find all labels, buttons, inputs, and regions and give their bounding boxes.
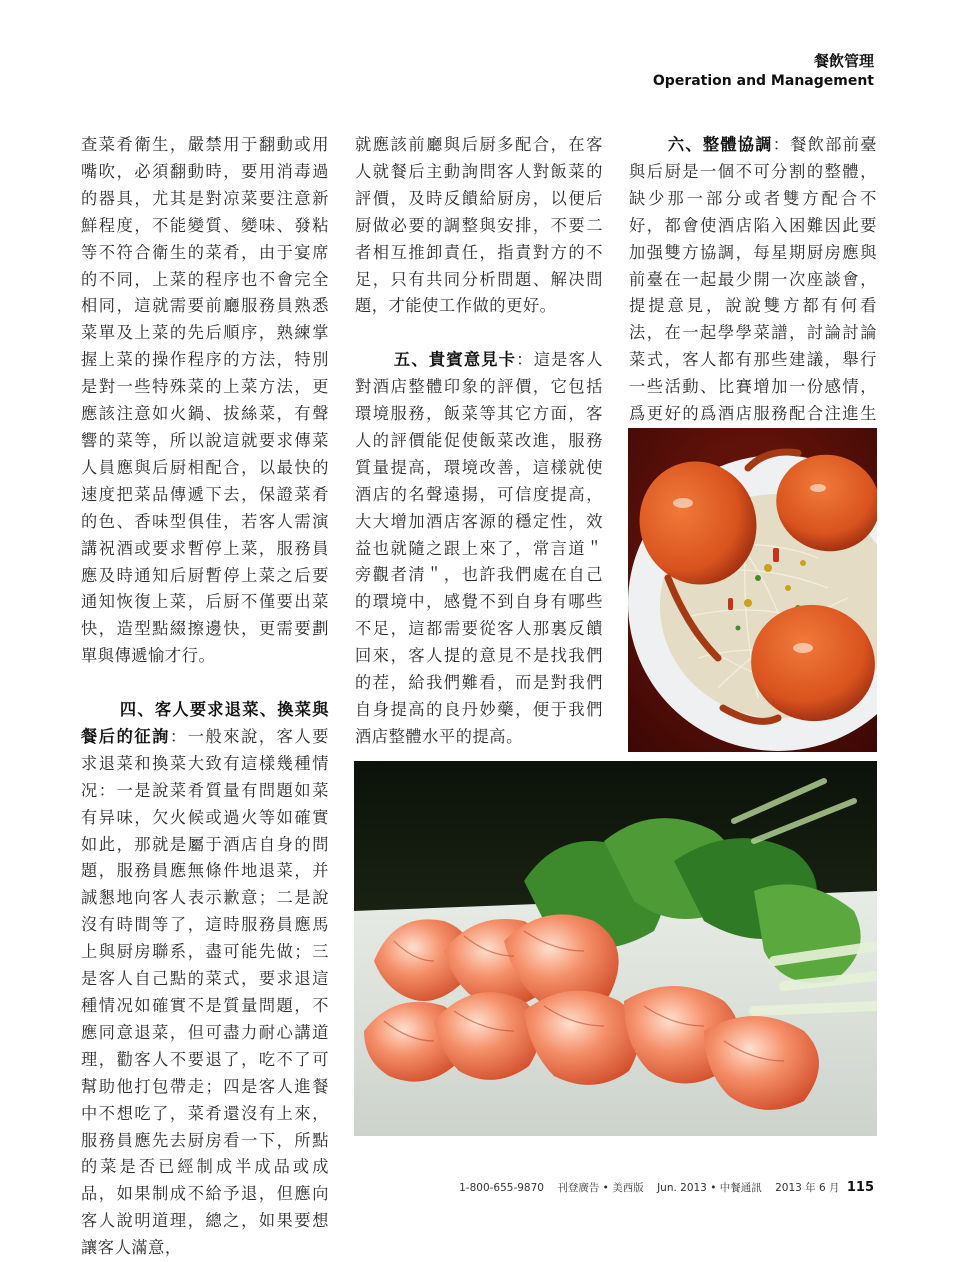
footer-ad-text: 刊登廣告 • 美西版	[557, 1182, 644, 1194]
section-4-body: ：一般來說，客人要求退菜和換菜大致有這樣幾種情况：一是說菜肴質量有問題如菜有异味，欠火候或過火等如確實如此，那就是屬于酒店自身的問題，服務員應無條件地退菜，并誠懇地向客人表示歉意；二是說沒有時間等了，這時服務員應馬上與厨房聯系，盡可能先做；三是客人自己點的菜式，要求退這種情况如確實不是質量問題，不應同意退菜，但可盡力耐心講道理，勸客人不要退了，吃不了可幫助他打包帶走；四是客人進餐中不想吃了，菜肴還沒有上來，服務員應先去厨房看一下，所點的菜是否已經制成半成品或成品，如果制成不給予退，但應向客人說明道理，總之，如果要想讓客人滿意，	[81, 726, 330, 1258]
section-6-heading: 六、整體協調	[667, 135, 773, 154]
page-footer	[459, 1180, 874, 1195]
col3-section-6	[629, 132, 877, 455]
footer-issue-en: Jun. 2013 • 中餐通訊	[657, 1182, 762, 1194]
col2-paragraph-1: 就應該前廳與后厨多配合，在客人就餐后主動詢問客人對飯菜的評價，及時反饋給厨房，以便后厨做必要的調整與安排，不要二者相互推卸責任，指責對方的不足，只有共同分析問題、解决問題，才能使工作做的更好。	[355, 135, 603, 316]
col1-paragraph-1: 查菜肴衛生，嚴禁用于翻動或用嘴吹，必須翻動時，要用消毒過的器具，尤其是對凉菜要注意新鮮程度，不能變質、變味、發粘等不符合衛生的菜肴，由于宴席的不同，上菜的程序也不會完全相同，這就需要前廳服務員熟悉菜單及上菜的先后順序，熟練掌握上菜的操作程序的方法，特別是對一些特殊菜的上菜方法，更應該注意如火鍋、拔絲菜，有聲響的菜等，所以說這就要求傳菜人員應與后厨相配合，以最快的速度把菜品傳遞下去，保證菜肴的色、香味型俱佳，若客人需演講祝酒或要求暫停上菜，服務員應及時通知后厨暫停上菜之后要通知恢復上菜，后厨不僅要出菜快，造型點綴擦邊快，更需要劃單與傳遞愉才行。	[81, 135, 329, 666]
article-column-1	[81, 132, 329, 1262]
shrimp-greens-photo	[354, 761, 877, 1136]
footer-issue-zh: 2013 年 6 月	[775, 1182, 840, 1194]
section-5-heading: 五、貴賓意見卡	[393, 350, 517, 370]
section-title-zh: 餐飲管理	[813, 52, 874, 70]
page-number: 115	[846, 1180, 874, 1195]
section-title-en: Operation and Management	[652, 73, 874, 89]
crab-dish-illustration	[628, 428, 877, 752]
col1-section-4	[81, 697, 329, 1262]
section-5-body: ：這是客人對酒店整體印象的評價，它包括環境服務，飯菜等其它方面，客人的評價能促使飯菜改進，服務質量提高，環境改善，這樣就使酒店的名聲遠揚，可信度提高，大大增加酒店客源的穩定性，效益也就隨之跟上來了，常言道＂旁觀者清＂，也許我們處在自己的環境中，感覺不到自身有哪些不足，這都需要從客人那裏反饋回來，客人提的意見不是找我們的茬，給我們難看，而是對我們自身提高的良丹妙藥，便于我們酒店整體水平的提高。	[355, 350, 604, 746]
footer-phone: 1-800-655-9870	[459, 1182, 544, 1194]
section-4-heading: 四、客人要求退菜、換菜與餐后的征詢	[81, 700, 329, 746]
article-column-2	[355, 132, 603, 751]
article-column-3	[629, 132, 877, 455]
crab-dish-photo	[628, 428, 877, 752]
section-6-body: ：餐飲部前臺與后厨是一個不可分割的整體，缺少那一部分或者雙方配合不好，都會使酒店陷入困難因此要加强雙方協調，每星期厨房應與前臺在一起最少開一次座談會，提提意見，說說雙方都有何看法，在一起學學菜譜，討論討論菜式，客人都有那些建議，舉行一些活動、比賽增加一份感情，爲更好的爲酒店服務配合注進生	[629, 135, 877, 424]
shrimp-illustration	[354, 761, 877, 1136]
col2-section-5	[355, 347, 603, 751]
